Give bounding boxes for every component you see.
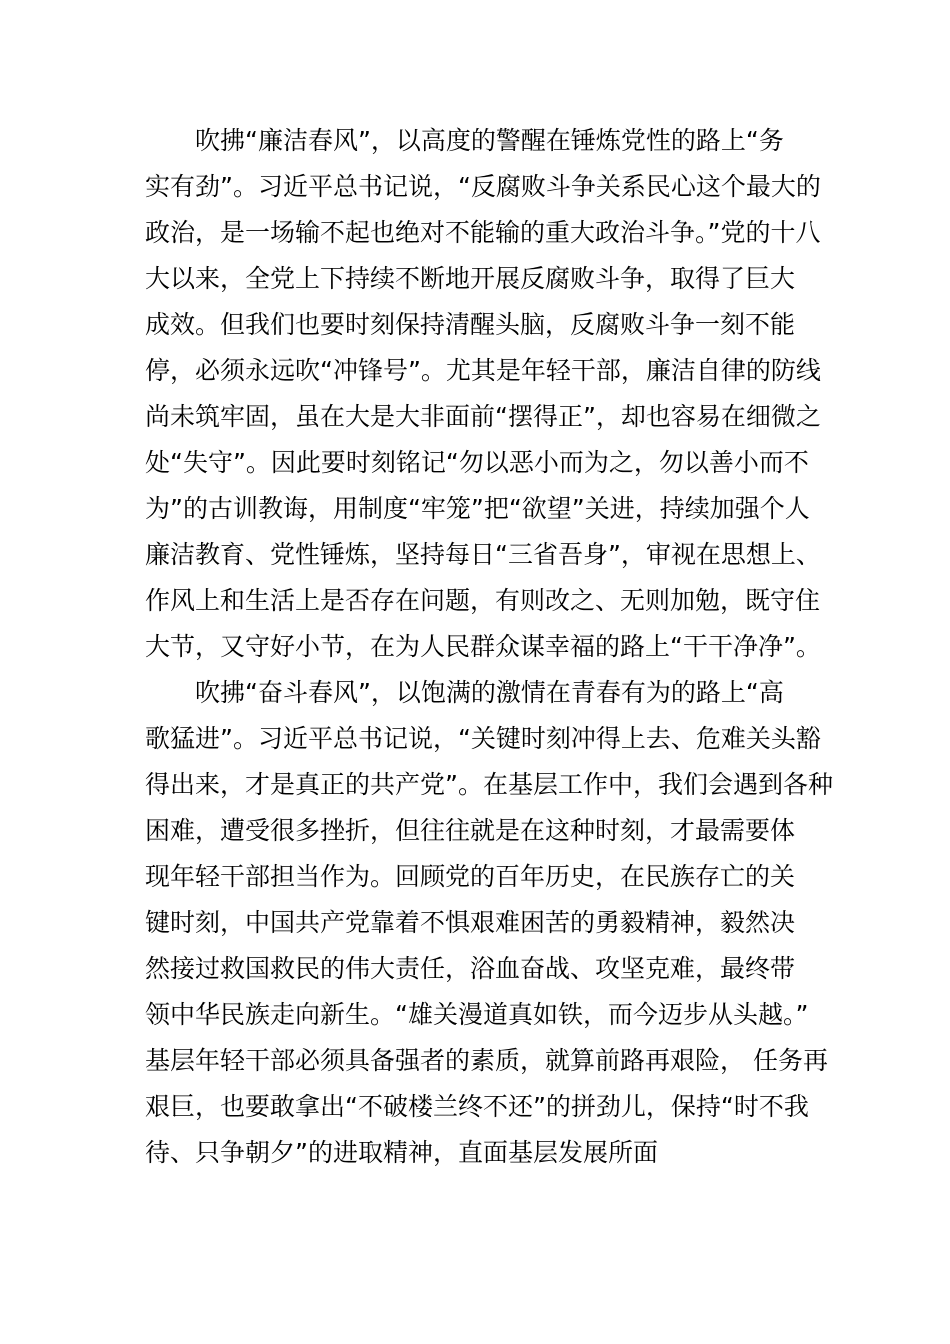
- text-line: 大节，又守好小节，在为人民群众谋幸福的路上“干干净净”。: [145, 632, 821, 661]
- text-line: 键时刻，中国共产党靠着不惧艰难困苦的勇毅精神，毅然决: [145, 908, 796, 937]
- text-line: 得出来，才是真正的共产党”。在基层工作中，我们会遇到各种: [145, 770, 833, 799]
- text-line: 处“失守”。因此要时刻铭记“勿以恶小而为之，勿以善小而不: [145, 448, 809, 477]
- text-line: 艰巨，也要敢拿出“不破楼兰终不还”的拼劲儿，保持“时不我: [145, 1092, 809, 1121]
- text-line: 为”的古训教诲，用制度“牢笼”把“欲望”关进，持续加强个人: [145, 494, 810, 523]
- text-line: 实有劲”。习近平总书记说，“反腐败斗争关系民心这个最大的: [145, 172, 821, 201]
- text-line: 领中华民族走向新生。“雄关漫道真如铁，而今迈步从头越。”: [145, 1000, 809, 1029]
- text-line: 成效。但我们也要时刻保持清醒头脑，反腐败斗争一刻不能: [145, 310, 796, 339]
- text-line: 歌猛进”。习近平总书记说，“关键时刻冲得上去、危难关头豁: [145, 724, 821, 753]
- text-line: 然接过救国救民的伟大责任，浴血奋战、攻坚克难，最终带: [145, 954, 796, 983]
- text-line: 基层年轻干部必须具备强者的素质，就算前路再艰险， 任务再: [145, 1046, 828, 1075]
- text-line: 作风上和生活上是否存在问题，有则改之、无则加勉，既守住: [145, 586, 821, 615]
- text-line: 政治，是一场输不起也绝对不能输的重大政治斗争。”党的十八: [145, 218, 821, 247]
- document-body: [145, 118, 833, 1176]
- paragraph-struggle: [145, 670, 833, 1176]
- text-line: 大以来，全党上下持续不断地开展反腐败斗争，取得了巨大: [145, 264, 796, 293]
- text-line: 尚未筑牢固，虽在大是大非面前“摆得正”，却也容易在细微之: [145, 402, 821, 431]
- paragraph-integrity: [145, 118, 820, 670]
- text-line: 现年轻干部担当作为。回顾党的百年历史，在民族存亡的关: [145, 862, 796, 891]
- text-line: 停，必须永远吹“冲锋号”。尤其是年轻干部，廉洁自律的防线: [145, 356, 821, 385]
- text-line: 困难，遭受很多挫折，但往往就是在这种时刻，才最需要体: [145, 816, 796, 845]
- text-line: 吹拂“奋斗春风”，以饱满的激情在青春有为的路上“高: [195, 678, 784, 707]
- text-line: 廉洁教育、党性锤炼，坚持每日“三省吾身”，审视在思想上、: [145, 540, 821, 569]
- text-line: 吹拂“廉洁春风”，以高度的警醒在锤炼党性的路上“务: [195, 126, 784, 155]
- text-line: 待、只争朝夕”的进取精神，直面基层发展所面: [145, 1138, 658, 1167]
